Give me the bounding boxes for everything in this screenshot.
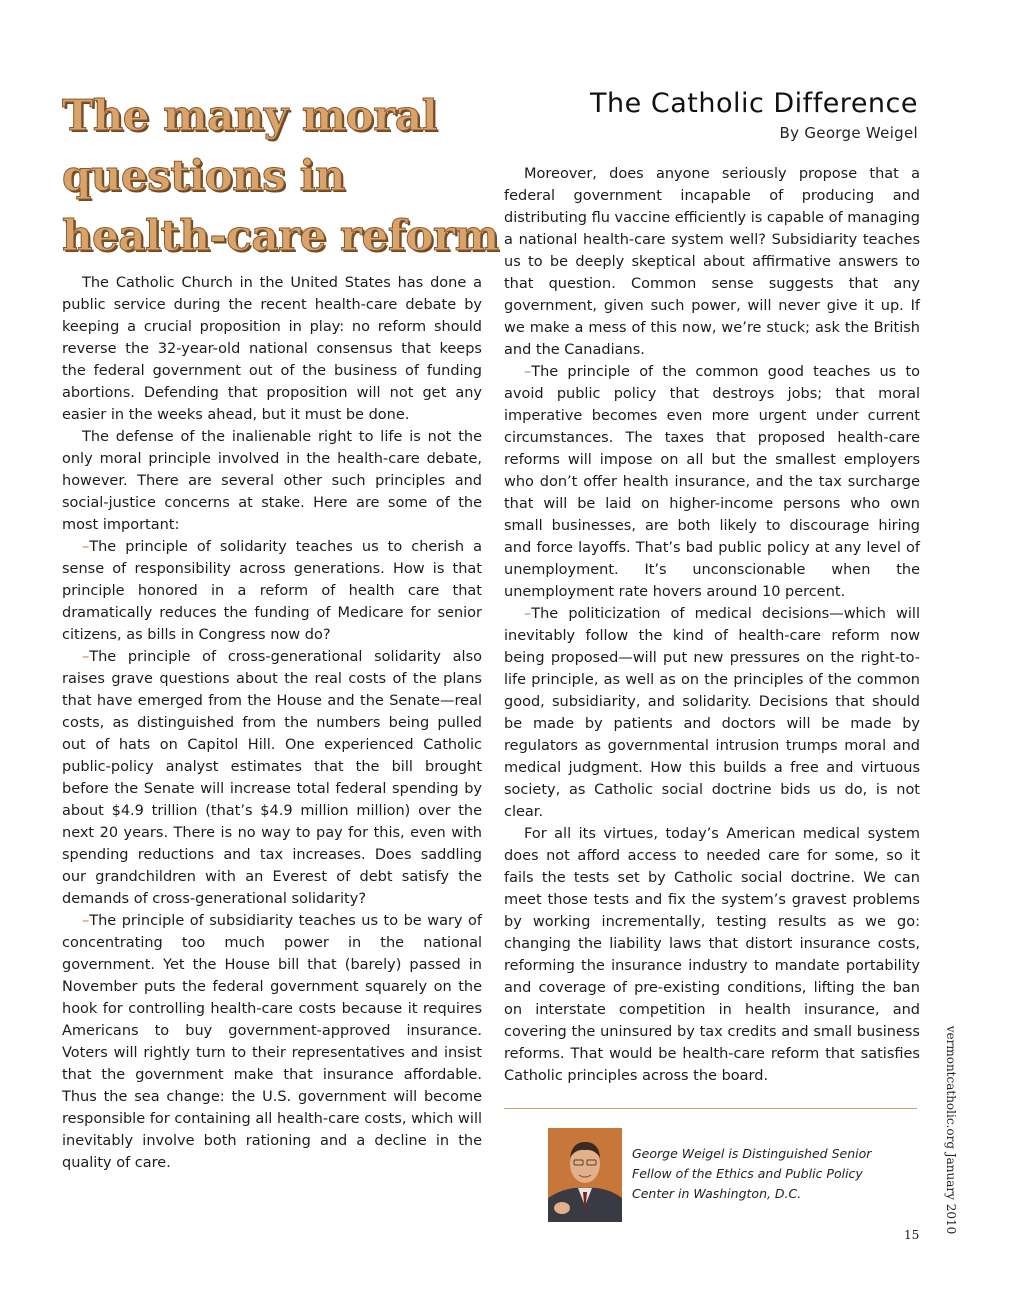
body-paragraph: For all its virtues, today’s American medical system does not afford access to needed care for some, so it fails the tests set by Catholic social doctrine. We can meet those tests and fix the system’s gravest problems by working incrementally, testing results as we go: changing the liability laws that distort insurance costs, reforming the insurance industry to mandate portability and coverage of pre-existing conditions, lifting the ban on interstate competition in health insurance, and covering the uninsured by tax credits and small business reforms. That would be health-care reform that satisfies Catholic principles across the board.: [504, 826, 920, 1084]
body-paragraph: –The principle of cross-generational solidarity also raises grave questions about the real costs of the plans that have emerged from the House and the Senate—real costs, as distinguished from the numbers being pulled out of hats on Capitol Hill. One experienced Catholic public-policy analyst estimates that the bill brought before the Senate will increase total federal spending by about $4.9 trillion (that’s $4.9 million million) over the next 20 years. There is no way to pay for this, even with spending reductions and tax increases. Does saddling our grandchildren with an Everest of debt satisfy the demands of cross-generational solidarity?: [62, 649, 482, 907]
em-dash-marker: –: [82, 539, 90, 555]
author-portrait-image: [548, 1128, 622, 1222]
body-paragraph: –The principle of the common good teaches us to avoid public policy that destroys jobs; that moral imperative becomes even more urgent under current circumstances. The taxes that proposed health-care reforms will impose on all but the smallest employers who don’t offer health insurance, and the tax surcharge that will be laid on higher-income persons who own small businesses, are both likely to discourage hiring and force layoffs. That’s bad public policy at any level of unemployment. It’s unconscionable when the unemployment rate hovers around 10 percent.: [504, 364, 920, 600]
sidebar-footer: [944, 1025, 958, 1235]
author-photo: [548, 1128, 622, 1222]
body-paragraph: –The principle of subsidiarity teaches us to be wary of concentrating too much power in the national government. Yet the House bill that (barely) passed in November puts the federal government squarely on the hook for controlling health-care costs because it requires Americans to buy government-approved insurance. Voters will rightly turn to their representatives and insist that the government make that insurance affordable. Thus the sea change: the U.S. government will become responsible for containing all health-care costs, which will inevitably involve both rationing and a decline in the quality of care.: [62, 913, 482, 1171]
publication-info: vermontcatholic.org January 2010: [944, 1025, 958, 1235]
em-dash-marker: –: [82, 649, 90, 665]
body-paragraph: The Catholic Church in the United States has done a public service during the recent health-care debate by keeping a crucial proposition in play: no reform should reverse the 32-year-old national consensus that keeps the federal government out of the business of funding abortions. Defending that proposition will not get any easier in the weeks ahead, but it must be done.: [62, 275, 482, 423]
headline: [62, 86, 499, 266]
author-bio: George Weigel is Distinguished Senior Fellow of the Ethics and Public Policy Center in Washington, D.C.: [632, 1146, 872, 1201]
headline-line: questions in: [62, 151, 345, 200]
column-title: The Catholic Difference: [590, 88, 918, 119]
headline-line: health-care reform: [62, 211, 499, 260]
body-paragraph: –The principle of solidarity teaches us to cherish a sense of responsibility across generations. How is that principle honored in a reform of health care that dramatically reduces the funding of Medicare for senior citizens, as bills in Congress now do?: [62, 539, 482, 643]
em-dash-marker: –: [524, 606, 532, 622]
em-dash-marker: –: [524, 364, 532, 380]
em-dash-marker: –: [82, 913, 90, 929]
left-column: [62, 272, 482, 1174]
right-column: [504, 163, 920, 1087]
body-paragraph: –The politicization of medical decisions—which will inevitably follow the kind of health-care reform now being proposed—will put new pressures on the right-to-life principle, as well as on the principles of the common good, subsidiarity, and solidarity. Decisions that should be made by patients and doctors will be made by regulators as governmental intrusion trumps moral and medical judgment. How this builds a free and virtuous society, as Catholic social doctrine bids us do, is not clear.: [504, 606, 920, 820]
body-paragraph: Moreover, does anyone seriously propose that a federal government incapable of producing and distributing flu vaccine efficiently is capable of managing a national health-care system well? Subsidiarity teaches us to be deeply skeptical about affirmative answers to that question. Common sense suggests that any government, given such power, will never give it up. If we make a mess of this now, we’re stuck; ask the British and the Canadians.: [504, 166, 920, 358]
page-number: 15: [904, 1228, 920, 1242]
headline-line: The many moral: [62, 91, 438, 140]
byline: By George Weigel: [779, 124, 918, 142]
section-divider: [504, 1108, 917, 1109]
body-paragraph: The defense of the inalienable right to life is not the only moral principle involved in the health-care debate, however. There are several other such principles and social-justice concerns at stake. Here are some of the most important:: [62, 429, 482, 533]
